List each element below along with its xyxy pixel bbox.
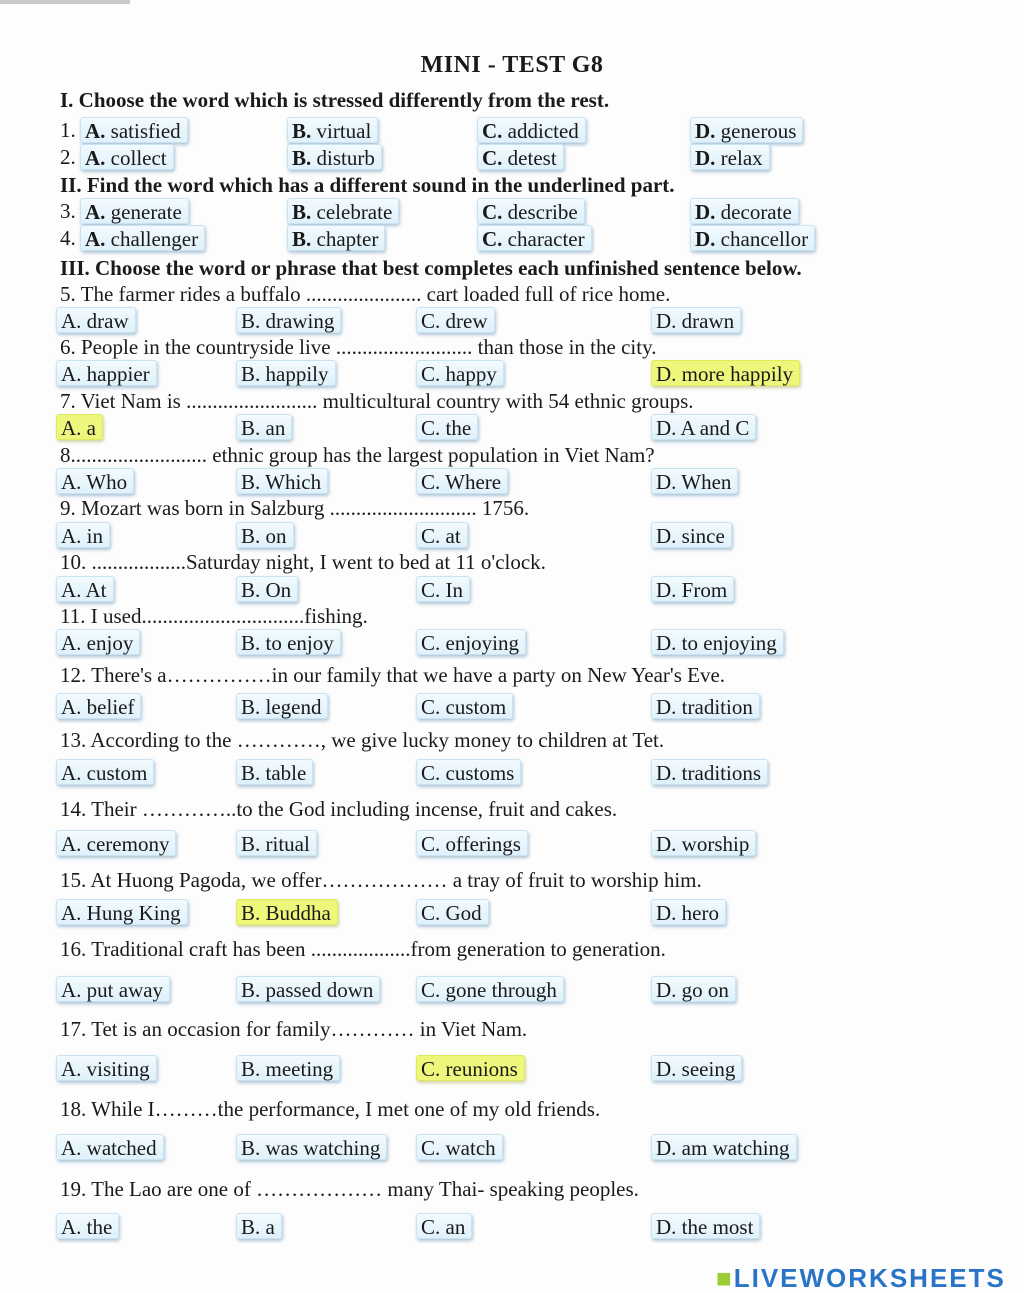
option-letter: B.	[292, 200, 312, 224]
answer-option[interactable]: B. legend	[236, 693, 328, 719]
option-letter: D.	[695, 119, 716, 143]
answer-option[interactable]: D. From	[651, 576, 734, 602]
question-text: 10. ..................Saturday night, I went to bed at 11 o'clock.	[60, 550, 546, 574]
option-letter: C.	[482, 227, 503, 251]
answer-option[interactable]: D. drawn	[651, 307, 741, 333]
option-text: collect	[105, 146, 167, 170]
answer-option[interactable]: A. watched	[56, 1134, 164, 1160]
option-letter: A.	[85, 227, 106, 251]
answer-option[interactable]: A. draw	[56, 307, 136, 333]
option-text: describe	[502, 200, 578, 224]
option-letter: C.	[482, 200, 503, 224]
question-text: 9. Mozart was born in Salzburg ............................ 1756.	[60, 496, 530, 520]
answer-option[interactable]: A. visiting	[56, 1055, 157, 1081]
answer-option[interactable]: D. am watching	[651, 1134, 797, 1160]
question-text: 19. The Lao are one of ……………… many Thai- speaking peoples.	[60, 1177, 639, 1201]
answer-option[interactable]: B. table	[236, 759, 313, 785]
answer-option[interactable]	[287, 117, 378, 143]
answer-option[interactable]: A. ceremony	[56, 830, 176, 856]
answer-option[interactable]: A. put away	[56, 976, 170, 1002]
answer-option[interactable]: A. belief	[56, 693, 141, 719]
answer-option[interactable]: C. offerings	[416, 830, 528, 856]
answer-option-selected[interactable]: A. a	[56, 414, 103, 440]
question-text: 11. I used...............................fishing.	[60, 604, 368, 628]
answer-option[interactable]: C. custom	[416, 693, 513, 719]
question-number: 1.	[60, 118, 76, 142]
question-text: 5. The farmer rides a buffalo ...................... cart loaded full of rice home.	[60, 282, 671, 306]
answer-option[interactable]	[477, 198, 585, 224]
question-text: 15. At Huong Pagoda, we offer……………… a tray of fruit to worship him.	[60, 868, 702, 892]
answer-option[interactable]: B. passed down	[236, 976, 380, 1002]
answer-option-selected[interactable]: B. Buddha	[236, 899, 338, 925]
option-text: chancellor	[715, 227, 809, 251]
answer-option[interactable]: C. an	[416, 1213, 472, 1239]
option-text: disturb	[311, 146, 375, 170]
option-text: celebrate	[311, 200, 393, 224]
answer-option[interactable]	[80, 198, 189, 224]
answer-option[interactable]	[80, 117, 188, 143]
answer-option[interactable]: A. the	[56, 1213, 119, 1239]
answer-option[interactable]	[80, 144, 174, 170]
answer-option[interactable]	[287, 198, 399, 224]
answer-option[interactable]: B. on	[236, 522, 294, 548]
answer-option[interactable]: A. enjoy	[56, 629, 140, 655]
answer-option[interactable]: C. the	[416, 414, 478, 440]
section-1-heading: I. Choose the word which is stressed differently from the rest.	[60, 88, 610, 112]
section-2-heading: II. Find the word which has a different sound in the underlined part.	[60, 173, 675, 197]
option-text: satisfied	[105, 119, 181, 143]
option-text: generous	[715, 119, 797, 143]
answer-option[interactable]: C. gone through	[416, 976, 564, 1002]
option-text: addicted	[502, 119, 579, 143]
answer-option[interactable]: B. drawing	[236, 307, 341, 333]
option-letter: C.	[482, 119, 503, 143]
option-text: generate	[105, 200, 182, 224]
option-text: virtual	[311, 119, 372, 143]
answer-option[interactable]: B. a	[236, 1213, 282, 1239]
question-text: 8.......................... ethnic group has the largest population in Viet Nam?	[60, 443, 655, 467]
question-number: 4.	[60, 226, 76, 250]
page-title: MINI - TEST G8	[420, 52, 604, 78]
answer-option[interactable]: A. happier	[56, 360, 157, 386]
liveworksheets-logo: ■LIVEWORKSHEETS	[716, 1263, 1006, 1293]
answer-option[interactable]	[690, 225, 815, 251]
answer-option[interactable]: D. When	[651, 468, 738, 494]
answer-option[interactable]: B. Which	[236, 468, 328, 494]
option-letter: A.	[85, 119, 106, 143]
answer-option[interactable]: D. to enjoying	[651, 629, 784, 655]
answer-option[interactable]	[690, 198, 799, 224]
answer-option[interactable]	[287, 144, 382, 170]
option-letter: B.	[292, 119, 312, 143]
answer-option[interactable]: B. happily	[236, 360, 336, 386]
option-letter: D.	[695, 200, 716, 224]
answer-option[interactable]	[690, 144, 770, 170]
question-text: 13. According to the …………, we give lucky money to children at Tet.	[60, 728, 665, 752]
answer-option[interactable]	[287, 225, 385, 251]
answer-option[interactable]: A. Hung King	[56, 899, 188, 925]
answer-option[interactable]: C. enjoying	[416, 629, 526, 655]
question-text: 6. People in the countryside live .......................... than those in the city.	[60, 335, 657, 359]
option-letter: B.	[292, 227, 312, 251]
answer-option[interactable]: A. custom	[56, 759, 154, 785]
answer-option[interactable]: B. an	[236, 414, 292, 440]
answer-option[interactable]: B. meeting	[236, 1055, 340, 1081]
answer-option[interactable]: D. since	[651, 522, 732, 548]
option-letter: B.	[292, 146, 312, 170]
answer-option[interactable]: D. tradition	[651, 693, 760, 719]
option-letter: D.	[695, 146, 716, 170]
answer-option[interactable]: A. At	[56, 576, 114, 602]
question-text: 17. Tet is an occasion for family………… in Viet Nam.	[60, 1017, 528, 1041]
answer-option[interactable]: D. seeing	[651, 1055, 742, 1081]
answer-option[interactable]	[477, 144, 564, 170]
option-letter: A.	[85, 146, 106, 170]
question-number: 2.	[60, 145, 76, 169]
answer-option[interactable]: C. happy	[416, 360, 504, 386]
answer-option[interactable]: D. A and C	[651, 414, 756, 440]
question-text: 16. Traditional craft has been ...................from generation to generation.	[60, 937, 666, 961]
answer-option[interactable]: C. In	[416, 576, 470, 602]
option-text: character	[502, 227, 585, 251]
answer-option[interactable]: B. to enjoy	[236, 629, 341, 655]
option-letter: C.	[482, 146, 503, 170]
answer-option[interactable]: B. ritual	[236, 830, 317, 856]
question-text: 14. Their …………..to the God including incense, fruit and cakes.	[60, 797, 618, 821]
option-letter: D.	[695, 227, 716, 251]
answer-option[interactable]: C. drew	[416, 307, 495, 333]
question-text: 18. While I………the performance, I met one of my old friends.	[60, 1097, 601, 1121]
answer-option[interactable]: C. customs	[416, 759, 521, 785]
answer-option[interactable]: C. Where	[416, 468, 508, 494]
option-text: decorate	[715, 200, 792, 224]
option-text: relax	[715, 146, 763, 170]
answer-option[interactable]: A. Who	[56, 468, 134, 494]
answer-option[interactable]: B. On	[236, 576, 298, 602]
question-number: 3.	[60, 199, 76, 223]
option-text: challenger	[105, 227, 199, 251]
answer-option[interactable]	[690, 117, 803, 143]
option-text: chapter	[311, 227, 379, 251]
answer-option[interactable]: D. the most	[651, 1213, 760, 1239]
answer-option[interactable]: D. go on	[651, 976, 736, 1002]
answer-option[interactable]: D. traditions	[651, 759, 768, 785]
answer-option-selected[interactable]: D. more happily	[651, 360, 800, 386]
answer-option[interactable]	[80, 225, 205, 251]
answer-option[interactable]: C. at	[416, 522, 468, 548]
answer-option[interactable]: D. hero	[651, 899, 726, 925]
answer-option[interactable]	[477, 117, 586, 143]
option-letter: A.	[85, 200, 106, 224]
section-3-heading: III. Choose the word or phrase that best completes each unfinished sentence below.	[60, 256, 802, 280]
answer-option[interactable]: A. in	[56, 522, 110, 548]
question-text: 12. There's a……………in our family that we have a party on New Year's Eve.	[60, 663, 726, 687]
answer-option[interactable]: C. watch	[416, 1134, 503, 1160]
answer-option[interactable]	[477, 225, 592, 251]
question-text: 7. Viet Nam is ......................... multicultural country with 54 ethnic groups.	[60, 389, 694, 413]
answer-option[interactable]: C. God	[416, 899, 489, 925]
top-edge-mark	[0, 0, 130, 4]
option-text: detest	[502, 146, 557, 170]
answer-option[interactable]: B. was watching	[236, 1134, 387, 1160]
answer-option-selected[interactable]: C. reunions	[416, 1055, 525, 1081]
answer-option[interactable]: D. worship	[651, 830, 756, 856]
